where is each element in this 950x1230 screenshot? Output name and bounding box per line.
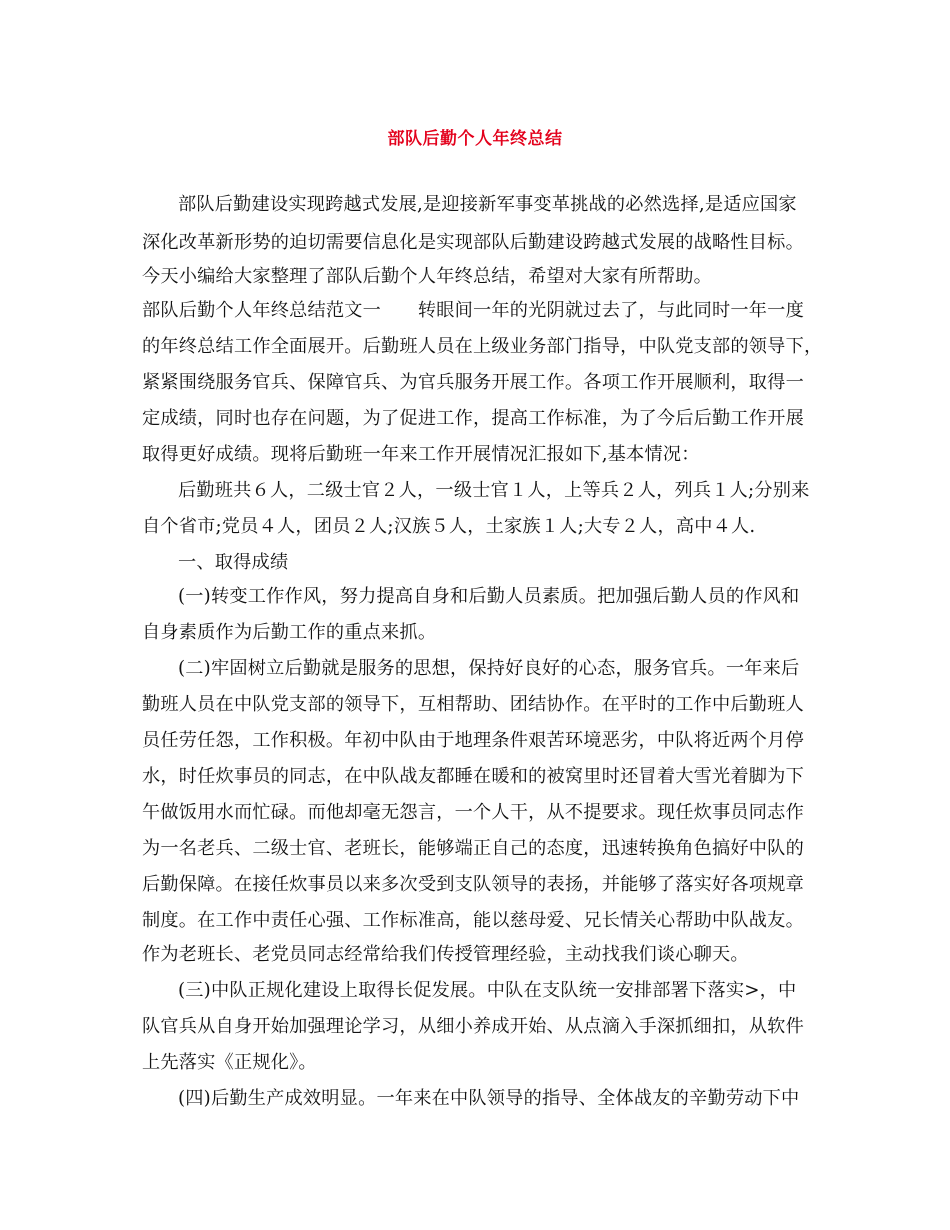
body-line: 今天小编给大家整理了部队后勤个人年终总结，希望对大家有所帮助。 <box>142 266 713 287</box>
body-line: (二)牢固树立后勤就是服务的思想，保持好良好的心态，服务官兵。一年来后 <box>178 658 800 679</box>
body-line: 定成绩，同时也存在问题，为了促进工作，提高工作标准，为了今后后勤工作开展 <box>142 408 804 429</box>
document-title: 部队后勤个人年终总结 <box>387 129 563 149</box>
body-line: 自身素质作为后勤工作的重点来抓。 <box>142 622 437 643</box>
body-line: 上先落实《正规化》。 <box>142 1052 317 1073</box>
body-line: 取得更好成绩。现将后勤班一年来工作开展情况汇报如下,基本情况： <box>142 444 700 465</box>
body-line: 部队后勤个人年终总结范文一 转眼间一年的光阴就过去了，与此同时一年一度 <box>142 300 804 321</box>
body-line: 为一名老兵、二级士官、老班长，能够端正自己的态度，迅速转换角色搞好中队的 <box>142 838 804 859</box>
body-line: 自个省市;党员４人，团员２人;汉族５人，土家族１人;大专２人，高中４人. <box>142 516 756 537</box>
body-line: 队官兵从自身开始加强理论学习，从细小养成开始、从点滴入手深抓细扣，从软件 <box>142 1016 804 1037</box>
body-line: 紧紧围绕服务官兵、保障官兵、为官兵服务开展工作。各项工作开展顺利，取得一 <box>142 372 804 393</box>
body-line: 水，时任炊事员的同志，在中队战友都睡在暖和的被窝里时还冒着大雪光着脚为下 <box>142 766 804 787</box>
section-heading: 一、取得成绩 <box>178 552 289 573</box>
body-line: (三)中队正规化建设上取得长促发展。中队在支队统一安排部署下落实>，中 <box>178 980 797 1001</box>
body-line: 部队后勤建设实现跨越式发展,是迎接新军事变革挑战的必然选择,是适应国家 <box>178 194 797 215</box>
body-line: (一)转变工作作风，努力提高自身和后勤人员素质。把加强后勤人员的作风和 <box>178 586 800 607</box>
body-line: 作为老班长、老党员同志经常给我们传授管理经验，主动找我们谈心聊天。 <box>142 944 749 965</box>
body-line: 后勤班共６人，二级士官２人，一级士官１人，上等兵２人，列兵１人;分别来 <box>178 480 810 501</box>
body-line: 制度。在工作中责任心强、工作标准高，能以慈母爱、兄长情关心帮助中队战友。 <box>142 910 804 931</box>
body-line: 后勤保障。在接任炊事员以来多次受到支队领导的表扬，并能够了落实好各项规章 <box>142 874 804 895</box>
body-line: 的年终总结工作全面展开。后勤班人员在上级业务部门指导，中队党支部的领导下， <box>142 336 823 357</box>
body-line: 午做饭用水而忙碌。而他却毫无怨言，一个人干，从不提要求。现任炊事员同志作 <box>142 802 804 823</box>
body-line: 深化改革新形势的迫切需要信息化是实现部队后勤建设跨越式发展的战略性目标。 <box>142 232 804 253</box>
body-line: (四)后勤生产成效明显。一年来在中队领导的指导、全体战友的辛勤劳动下中 <box>178 1088 800 1109</box>
body-line: 勤班人员在中队党支部的领导下，互相帮助、团结协作。在平时的工作中后勤班人 <box>142 694 804 715</box>
body-line: 员任劳任怨，工作积极。年初中队由于地理条件艰苦环境恶劣，中队将近两个月停 <box>142 730 804 751</box>
